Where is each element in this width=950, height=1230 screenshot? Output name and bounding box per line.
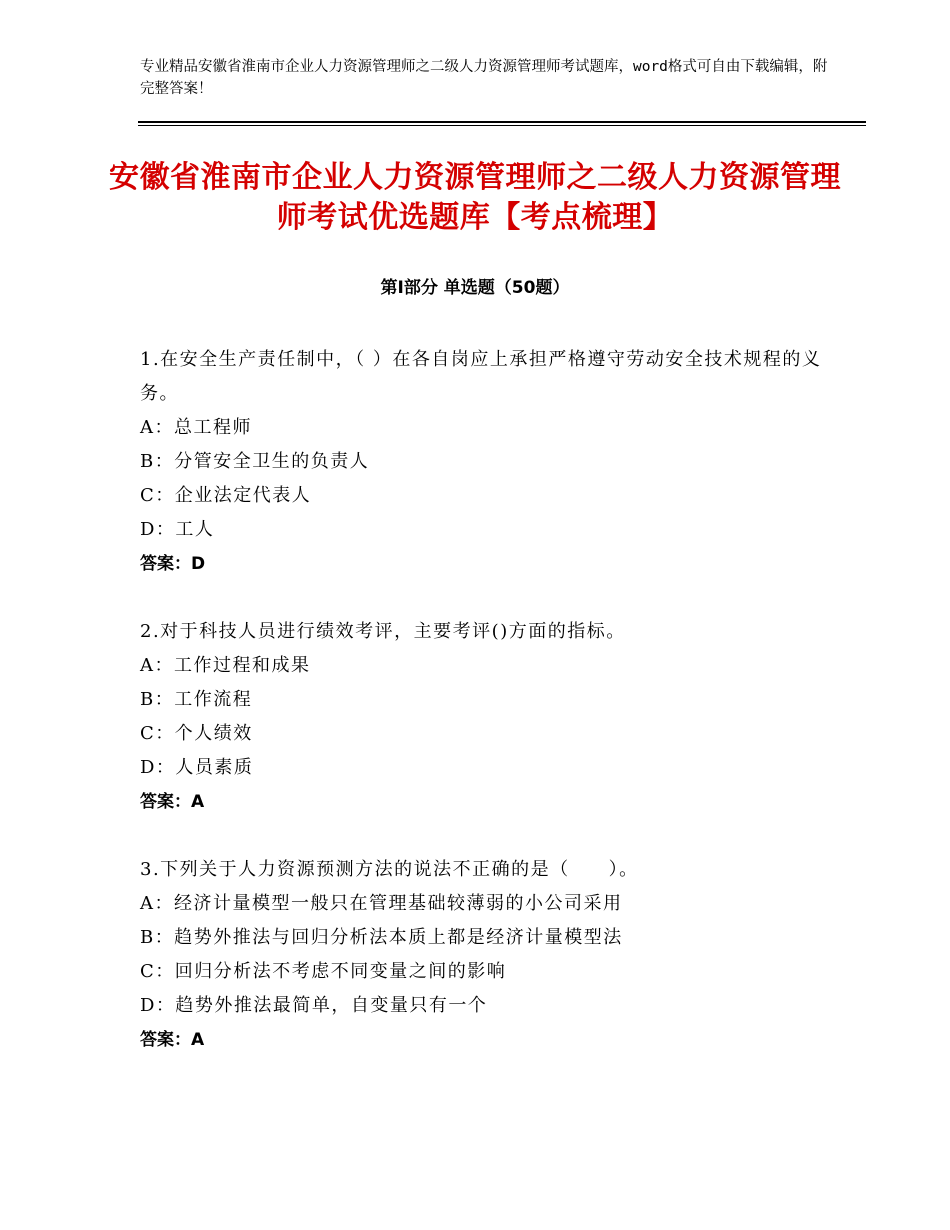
header-divider-thick <box>138 121 866 123</box>
question-1 <box>140 343 840 581</box>
option-d: D：人员素质 <box>140 757 254 778</box>
option-c: C：回归分析法不考虑不同变量之间的影响 <box>140 961 507 982</box>
question-list <box>140 343 840 1091</box>
option-b: B：工作流程 <box>140 689 253 710</box>
question-2 <box>140 615 840 819</box>
document-title: 安徽省淮南市企业人力资源管理师之二级人力资源管理师考试优选题库【考点梳理】 <box>109 160 841 235</box>
question-text: 2.对于科技人员进行绩效考评，主要考评()方面的指标。 <box>140 621 626 642</box>
option-a: A：总工程师 <box>140 417 252 438</box>
option-d: D：工人 <box>140 519 215 540</box>
question-text: 3.下列关于人力资源预测方法的说法不正确的是（ ）。 <box>140 859 639 880</box>
option-c: C：企业法定代表人 <box>140 485 312 506</box>
header-note: 专业精品安徽省淮南市企业人力资源管理师之二级人力资源管理师考试题库，word格式可自由下载编辑，附完整答案！ <box>140 59 828 97</box>
option-c: C：个人绩效 <box>140 723 253 744</box>
answer: 答案：A <box>140 1030 205 1050</box>
question-3 <box>140 853 840 1057</box>
option-a: A：工作过程和成果 <box>140 655 311 676</box>
answer: 答案：A <box>140 792 205 812</box>
option-b: B：趋势外推法与回归分析法本质上都是经济计量模型法 <box>140 927 623 948</box>
question-text: 1.在安全生产责任制中，（ ）在各自岗应上承担严格遵守劳动安全技术规程的义务。 <box>140 349 822 404</box>
section-title: 第Ⅰ部分 单选题（50题） <box>380 278 570 298</box>
option-b: B：分管安全卫生的负责人 <box>140 451 370 472</box>
option-d: D：趋势外推法最简单，自变量只有一个 <box>140 995 488 1016</box>
header-divider-thin <box>138 125 866 126</box>
option-a: A：经济计量模型一般只在管理基础较薄弱的小公司采用 <box>140 893 623 914</box>
answer: 答案：D <box>140 554 206 574</box>
